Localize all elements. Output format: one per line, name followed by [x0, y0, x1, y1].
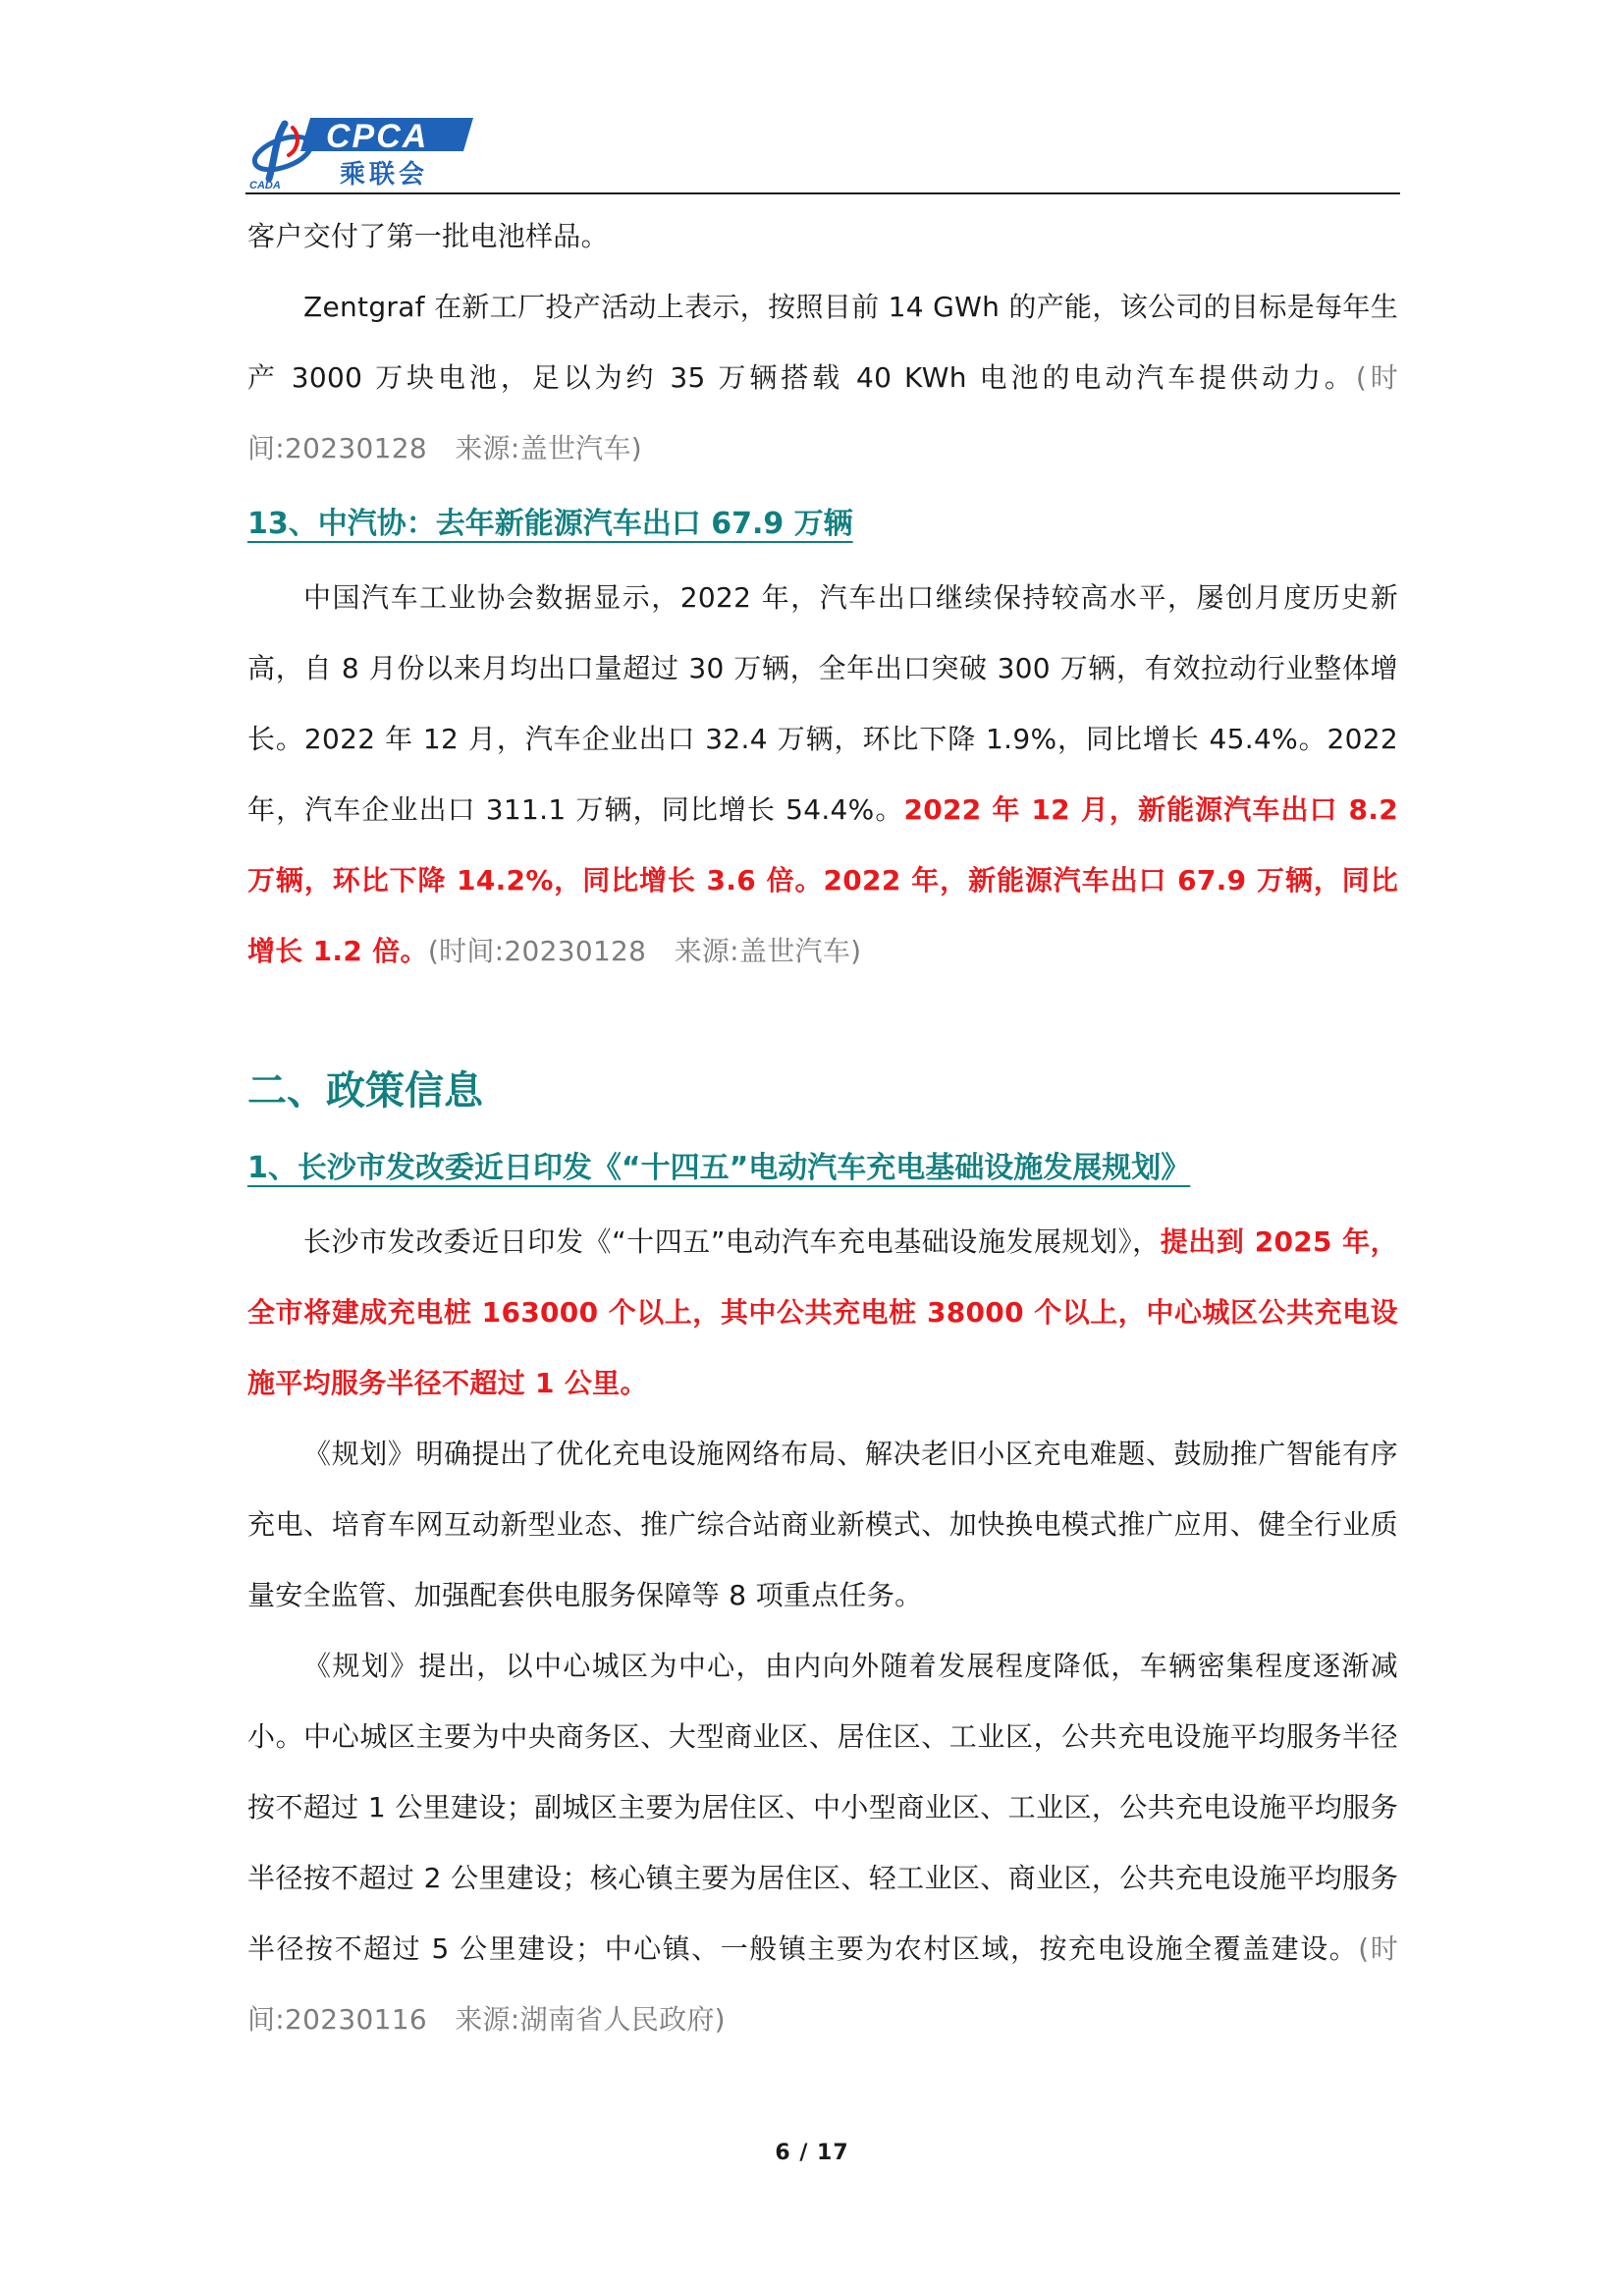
logo-small-text: CADA — [249, 180, 281, 190]
paragraph — [247, 272, 1398, 484]
logo-text-en: CPCA — [326, 118, 429, 155]
source-note: (时间:20230128 来源:盖世汽车) — [247, 361, 1398, 464]
section-title: 二、政策信息 — [247, 1068, 483, 1114]
source-note: (时间:20230128 来源:盖世汽车) — [427, 935, 862, 967]
highlighted-text: 提出到 2025 年，全市将建成充电桩 163000 个以上，其中公共充电桩 38000 个以上，中心城区公共充电设施平均服务半径不超过 1 公里。 — [247, 1225, 1398, 1399]
paragraph — [247, 1207, 1398, 1419]
paragraph-text: 长沙市发改委近日印发《“十四五”电动汽车充电基础设施发展规划》， — [303, 1225, 1161, 1258]
page-header — [245, 110, 1400, 198]
paragraph-text: 《规划》明确提出了优化充电设施网络布局、解决老旧小区充电难题、鼓励推广智能有序充电、培育车网互动新型业态、推广综合站商业新模式、加快换电模式推广应用、健全行业质量安全监管、加强配套供电服务保障等 8 项重点任务。 — [247, 1438, 1398, 1611]
paragraph — [247, 563, 1398, 987]
paragraph-text: Zentgraf 在新工厂投产活动上表示，按照目前 14 GWh 的产能，该公司的目标是每年生产 3000 万块电池，足以为约 35 万辆搭载 40 KWh 电池的电动汽车提供动力。 — [247, 291, 1398, 394]
paragraph-text: 客户交付了第一批电池样品。 — [247, 220, 609, 252]
paragraph — [247, 201, 1398, 272]
paragraph-text: 《规划》提出，以中心城区为中心，由内向外随着发展程度降低，车辆密集程度逐渐减小。中心城区主要为中央商务区、大型商业区、居住区、工业区，公共充电设施平均服务半径按不超过 1 公里建设；副城区主要为居住区、中小型商业区、工业区，公共充电设施平均服务半径按不超过 2 公里建设；核心镇主要为居住区、轻工业区、商业区，公共充电设施平均服务半径按不超过 5 公里建设；中心镇、一般镇主要为农村区域，按充电设施全覆盖建设。 — [247, 1650, 1398, 1965]
header-rule — [245, 192, 1400, 194]
document-body — [247, 201, 1398, 2055]
news-heading-13: 13、中汽协：去年新能源汽车出口 67.9 万辆 — [247, 507, 853, 541]
policy-heading-1: 1、长沙市发改委近日印发《“十四五”电动汽车充电基础设施发展规划》 — [247, 1151, 1191, 1185]
paragraph — [247, 1631, 1398, 2055]
source-note: (时间:20230116 来源:湖南省人民政府) — [247, 1932, 1398, 2036]
cpca-logo — [245, 110, 481, 190]
page-number: 6 / 17 — [775, 2141, 849, 2165]
paragraph-text: 中国汽车工业协会数据显示，2022 年，汽车出口继续保持较高水平，屡创月度历史新高，自 8 月份以来月均出口量超过 30 万辆，全年出口突破 300 万辆，有效拉动行业整体增长。2022 年 12 月，汽车企业出口 32.4 万辆，环比下降 1.9%，同比增长 45.4%。2022 年，汽车企业出口 311.1 万辆，同比增长 54.4%。 — [247, 581, 1398, 826]
paragraph — [247, 1419, 1398, 1631]
logo-text-cn: 乘联会 — [340, 160, 429, 190]
highlighted-text: 2022 年 12 月，新能源汽车出口 8.2 万辆，环比下降 14.2%，同比增长 3.6 倍。2022 年，新能源汽车出口 67.9 万辆，同比增长 1.2 倍。 — [247, 793, 1398, 967]
